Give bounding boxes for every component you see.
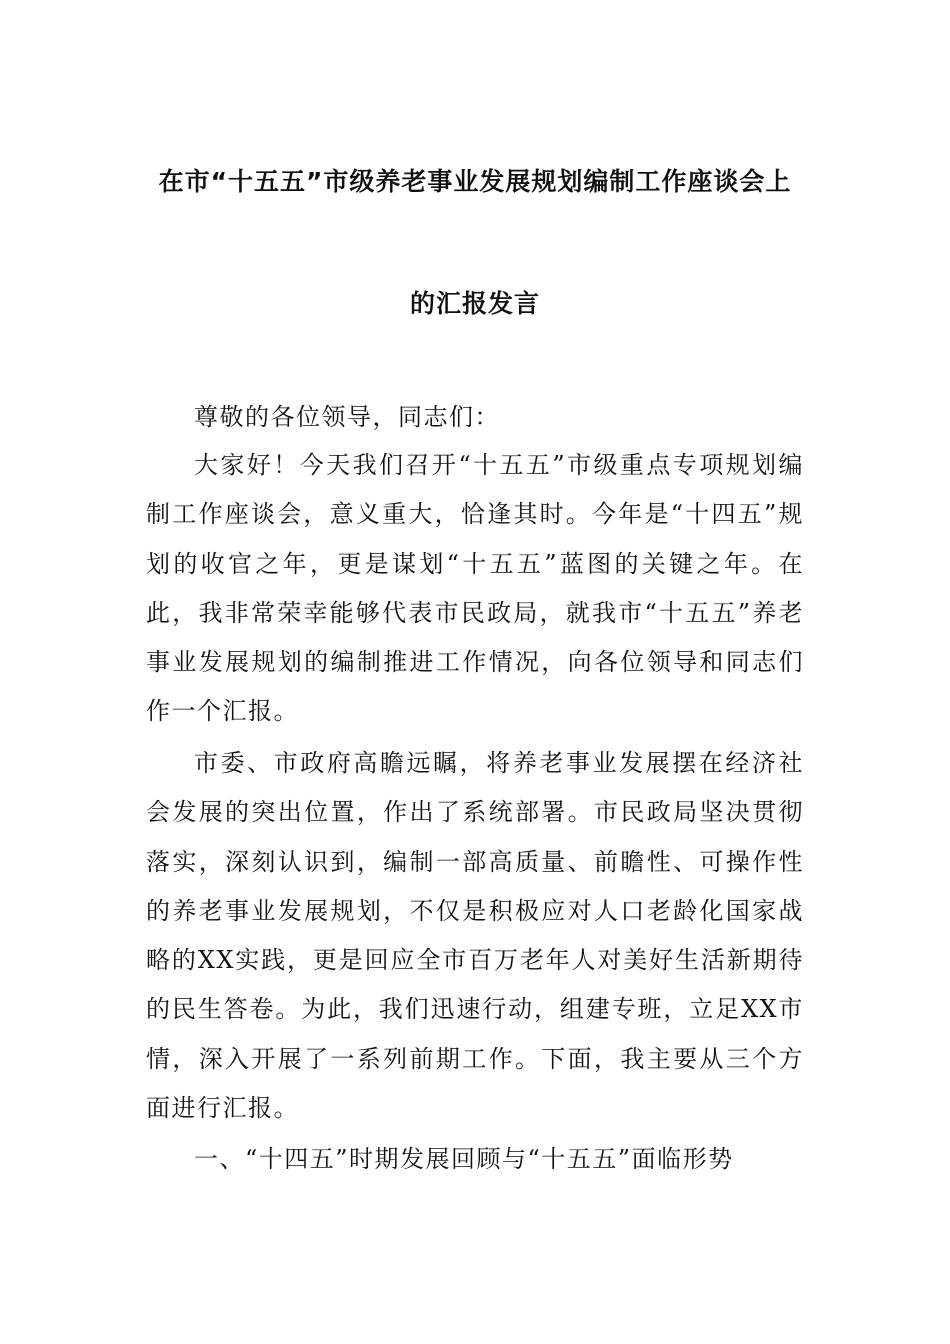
body-paragraph-1 bbox=[146, 441, 804, 737]
section-heading-text: 一、“十四五”时期发展回顾与“十五五”面临形势 bbox=[194, 1145, 734, 1173]
document-title-line-1: 在市“十五五”市级养老事业发展规划编制工作座谈会上 bbox=[158, 167, 792, 196]
paragraph-opening: 大家好！今天我们召开“十五五”市级重点专项规划编制工作座谈会，意义重大，恰逢其时。今年是“十四五”规划的收官之年，更是谋划“十五五”蓝图的关键之年。在此，我非常荣幸能够代表市民政局，就我市“十五五”养老事业发展规划的编制推进工作情况，向各位领导和同志们作一个汇报。 bbox=[146, 451, 804, 726]
section-heading-1 bbox=[146, 1135, 804, 1184]
paragraph-background: 市委、市政府高瞻远瞩，将养老事业发展摆在经济社会发展的突出位置，作出了系统部署。市民政局坚决贯彻落实，深刻认识到，编制一部高质量、前瞻性、可操作性的养老事业发展规划，不仅是积极应对人口老龄化国家战略的XX实践，更是回应全市百万老年人对美好生活新期待的民生答卷。为此，我们迅速行动，组建专班，立足XX市情，深入开展了一系列前期工作。下面，我主要从三个方面进行汇报。 bbox=[146, 749, 804, 1123]
document-title-line-2: 的汇报发言 bbox=[409, 289, 540, 318]
body-paragraph-2 bbox=[146, 739, 804, 1133]
greeting-text bbox=[146, 393, 804, 442]
greeting-paragraph: 尊敬的各位领导，同志们： bbox=[194, 403, 500, 431]
